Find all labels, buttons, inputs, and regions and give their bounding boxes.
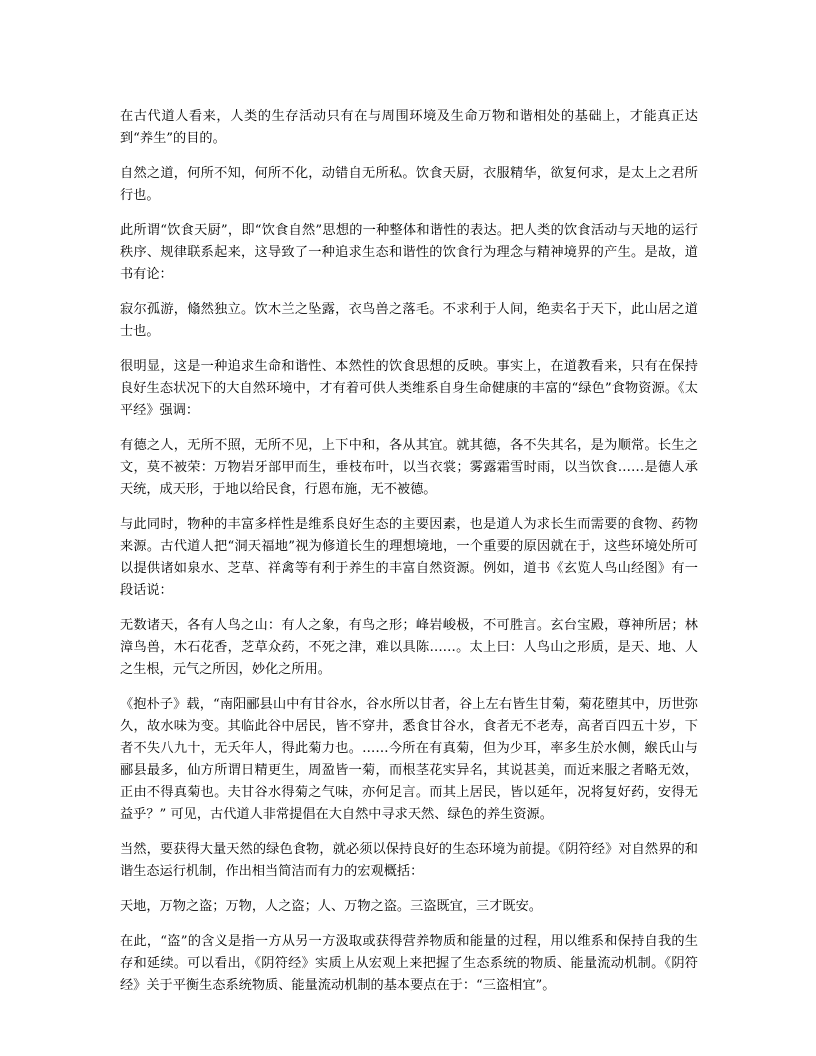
- paragraph-quote-ziran-zhi-dao: 自然之道，何所不知，何所不化，动错自无所私。饮食天厨，衣服精华，欲复何求，是太上之君所行也。: [120, 166, 698, 203]
- document-page: [120, 106, 698, 1010]
- paragraph-quote-renniao-shan: 无数诸天，各有人鸟之山：有人之象，有鸟之形；峰岩峻极，不可胜言。玄台宝殿，尊神所居；林漳鸟兽，木石花香，芝草众药，不死之津，难以具陈……。太上曰：人鸟山之形质，是天、地、人之生根，元气之所因，妙化之所用。: [120, 618, 698, 677]
- paragraph-quote-jier-guyou: 寂尔孤游，翛然独立。饮木兰之坠露，衣鸟兽之落毛。不求利于人间，绝卖名于天下，此山居之道士也。: [120, 302, 698, 339]
- paragraph-biodiversity: 与此同时，物种的丰富多样性是维系良好生态的主要因素，也是道人为求长生而需要的食物、药物来源。古代道人把“洞天福地”视为修道长生的理想境地，一个重要的原因就在于，这些环境处所可以提供诸如泉水、芝草、祥禽等有利于养生的丰富自然资源。例如，道书《玄览人鸟山经图》有一段话说：: [120, 517, 698, 598]
- paragraph-intro: 在古代道人看来，人类的生存活动只有在与周围环境及生命万物和谐相处的基础上，才能真正达到“养生”的目的。: [120, 109, 698, 146]
- paragraph-yinfu-jing-intro: 当然，要获得大量天然的绿色食物，就必须以保持良好的生态环境为前提。《阴符经》对自然界的和谐生态运行机制，作出相当简洁而有力的宏观概括：: [120, 842, 698, 879]
- paragraph-quote-taiping-jing: 有德之人，无所不照，无所不见，上下中和，各从其宜。就其德，各不失其名，是为顺常。长生之文，莫不被荣：万物岩牙部甲而生，垂枝布叶，以当衣裳；雾露霜雪时雨，以当饮食……是德人承天统，成天形，于地以给民食，行恩布施，无不被德。: [120, 438, 698, 497]
- paragraph-quote-sandao: 天地，万物之盗；万物，人之盗；人、万物之盗。三盗既宜，三才既安。: [120, 899, 542, 914]
- paragraph-baopuzi: 《抱朴子》载，“南阳郦县山中有甘谷水，谷水所以甘者，谷上左右皆生甘菊，菊花堕其中，历世弥久，故水味为变。其临此谷中居民，皆不穿井，悉食甘谷水，食者无不老寿，高者百四五十岁，下者不失八九十，无夭年人，得此菊力也。……今所在有真菊，但为少耳，率多生於水侧，緱氏山与郦县最多，仙方所谓日精更生，周盈皆一菊，而根茎花实异名，其说甚美，而近来服之者略无效，正由不得真菊也。夫甘谷水得菊之气味，亦何足言。而其上居民，皆以延年，况将复好药，安得无益乎？” 可见，古代道人非常提倡在大自然中寻求天然、绿色的养生资源。: [120, 697, 698, 822]
- paragraph-dao-meaning: 在此，“盗”的含义是指一方从另一方汲取或获得营养物质和能量的过程，用以维系和保持自我的生存和延续。可以看出，《阴符经》实质上从宏观上来把握了生态系统的物质、能量流动机制。《阴符经》关于平衡生态系统物质、能量流动机制的基本要点在于：“三盗相宜”。: [120, 934, 698, 993]
- paragraph-green-food: 很明显，这是一种追求生命和谐性、本然性的饮食思想的反映。事实上，在道教看来，只有在保持良好生态状况下的大自然环境中，才有着可供人类维系自身生命健康的丰富的“绿色”食物资源。《太平经》强调：: [120, 359, 698, 418]
- paragraph-yinshi-tianchu: 此所谓“饮食天厨”，即“饮食自然”思想的一种整体和谐性的表达。把人类的饮食活动与天地的运行秩序、规律联系起来，这导致了一种追求生态和谐性的饮食行为理念与精神境界的产生。是故，道书有论：: [120, 223, 698, 282]
